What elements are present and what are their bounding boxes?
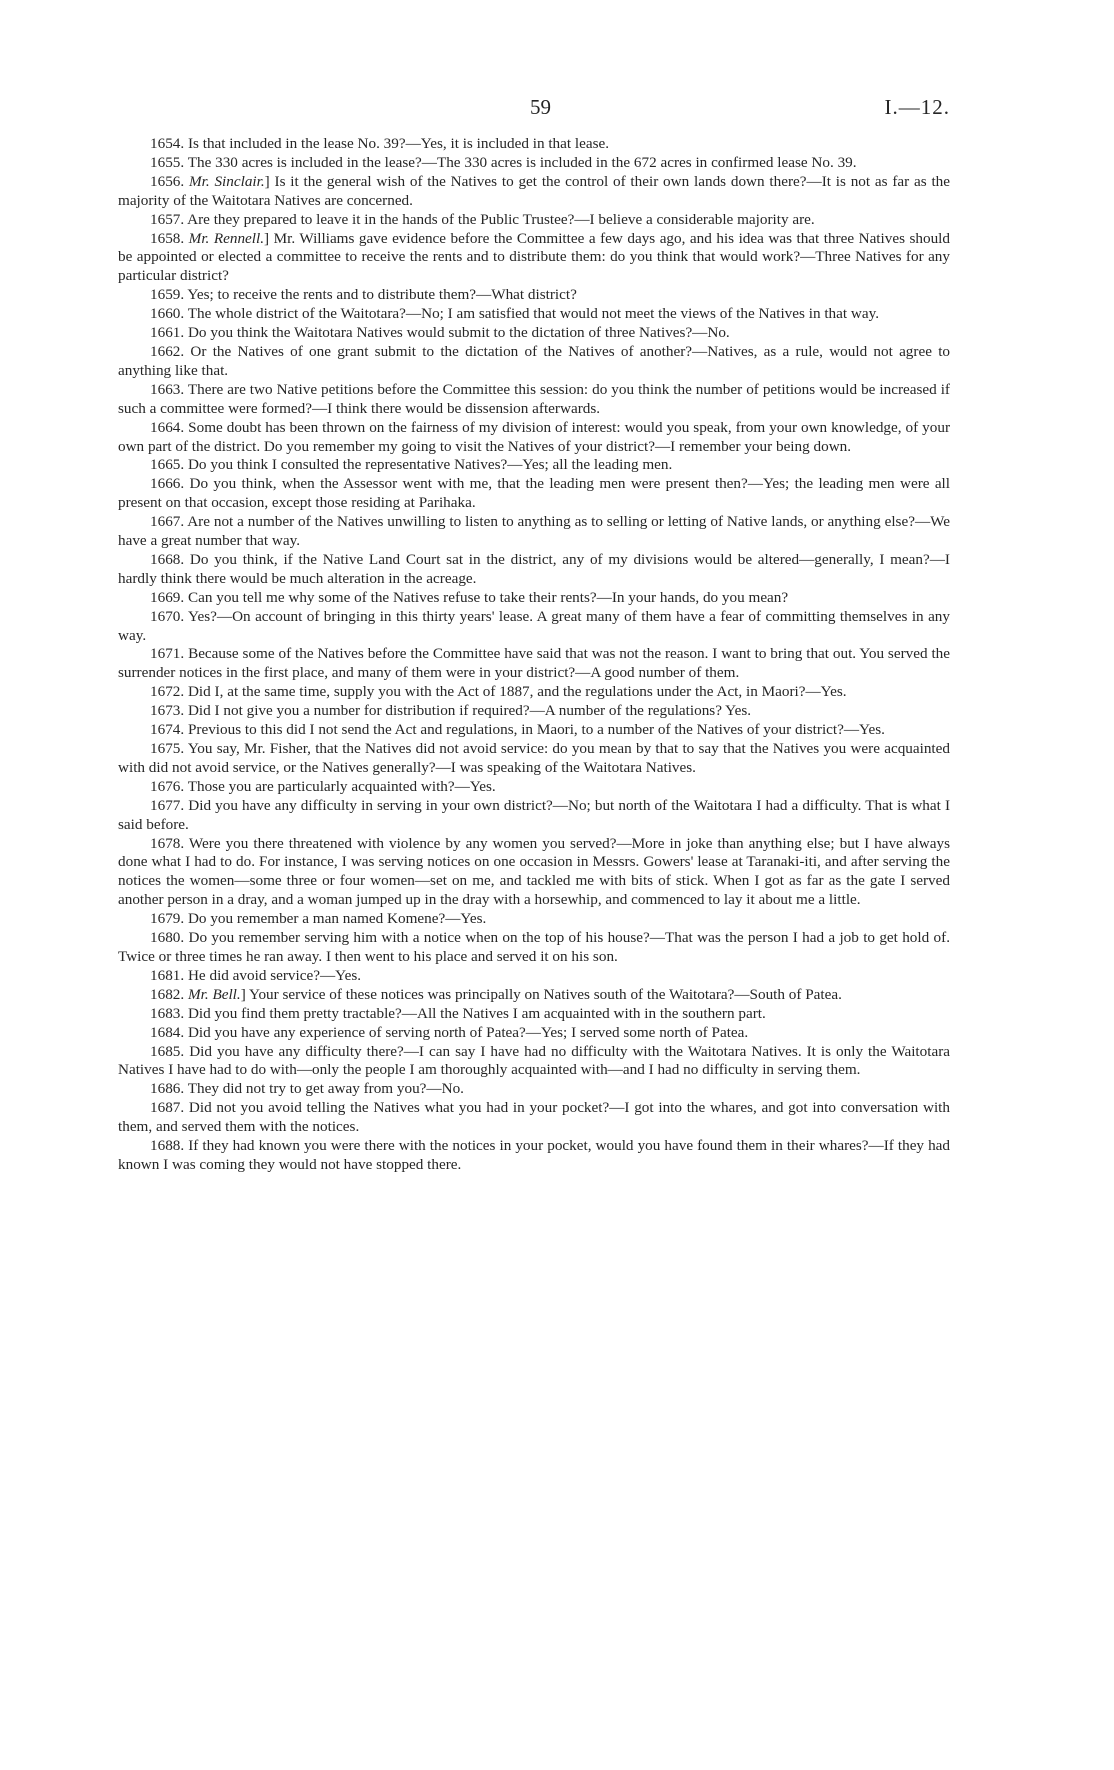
question-number: 1680. — [150, 929, 185, 947]
question-answer-text: Do you think, when the Assessor went with me, that the leading men were present then?—Yes; the leading men were all present on that occasion, except those residing at Parihaka. — [118, 475, 950, 512]
testimony-paragraph — [118, 305, 950, 324]
question-number: 1660. — [150, 305, 185, 323]
testimony-paragraph — [118, 475, 950, 513]
question-number: 1683. — [150, 1004, 185, 1022]
question-number: 1687. — [150, 1099, 185, 1117]
page-header — [118, 95, 950, 135]
question-answer-text: Were you there threatened with violence by any women you served?—More in joke than anything else; but I have always done what I had to do. For instance, I was serving notices on one occasion in Messrs. Gowers' lease at Taranaki-iti, and after serving the notices the women—some three or four women—set on me, and tackled me with bits of stick. When I got as far as the gate I served another person in a dray, and a woman jumped up in the dray with a horsewhip, and commenced to lay it about me a little. — [118, 834, 950, 909]
page-number: 59 — [530, 95, 551, 119]
question-answer-text: If they had known you were there with the notices in your pocket, would you have found them in their whares?—If they had known I was coming they would not have stopped there. — [118, 1137, 951, 1173]
testimony-paragraph — [118, 1099, 950, 1137]
question-answer-text: They did not try to get away from you?—No. — [187, 1080, 464, 1098]
question-number: 1672. — [150, 683, 185, 701]
question-answer-text: Do you think I consulted the representative Natives?—Yes; all the leading men. — [187, 456, 673, 474]
document-body — [118, 135, 950, 1175]
question-answer-text: Did I, at the same time, supply you with the Act of 1887, and the regulations under the Act, in Maori?—Yes. — [187, 683, 847, 701]
question-number: 1676. — [150, 777, 185, 795]
testimony-paragraph — [118, 608, 950, 646]
question-number: 1662. — [150, 342, 185, 360]
testimony-paragraph — [118, 154, 950, 173]
question-number: 1686. — [150, 1080, 185, 1098]
question-number: 1669. — [150, 588, 185, 606]
question-answer-text: Did you have any difficulty there?—I can say I have had no difficulty with the Waitotara Natives. It is only the Waitotara Natives I have had to do with—only the people I am thoroughly acquainted with—and I had no difficulty in serving them. — [118, 1042, 950, 1079]
question-number: 1656. — [150, 172, 185, 190]
testimony-paragraph — [118, 645, 950, 683]
question-answer-text: The whole district of the Waitotara?—No; I am satisfied that would not meet the views of the Natives in that way. — [187, 305, 880, 323]
speaker-name: Mr. Sinclair. — [188, 172, 265, 190]
question-number: 1678. — [150, 834, 185, 852]
question-answer-text: Your service of these notices was principally on Natives south of the Waitotara?—South of Patea. — [249, 985, 842, 1003]
testimony-paragraph — [118, 1005, 950, 1024]
question-number: 1654. — [150, 135, 185, 152]
question-number: 1684. — [150, 1023, 185, 1041]
question-answer-text: He did avoid service?—Yes. — [187, 966, 362, 984]
testimony-paragraph — [118, 835, 950, 911]
question-answer-text: Is it the general wish of the Natives to get the control of their own lands down there?—It is not as far as the majority of the Waitotara Natives are concerned. — [118, 172, 951, 209]
testimony-paragraph — [118, 230, 950, 287]
speaker-bracket: ] — [264, 229, 274, 247]
question-number: 1665. — [150, 456, 185, 474]
speaker-bracket: ] — [240, 985, 249, 1003]
question-number: 1668. — [150, 550, 185, 568]
question-number: 1685. — [150, 1042, 185, 1060]
question-answer-text: Can you tell me why some of the Natives refuse to take their rents?—In your hands, do you mean? — [187, 588, 789, 606]
question-answer-text: Are they prepared to leave it in the hands of the Public Trustee?—I believe a considerable majority are. — [187, 210, 815, 228]
question-answer-text: There are two Native petitions before the Committee this session: do you think the number of petitions would be increased if such a committee were formed?—I think there would be dissension afterwards. — [118, 380, 950, 417]
speaker-bracket: ] — [264, 172, 275, 190]
question-answer-text: You say, Mr. Fisher, that the Natives did not avoid service: do you mean by that to say that the Natives you were acquainted with did not avoid service, or the Natives generally?—I was speaking of the Waitotara Natives. — [118, 740, 950, 776]
testimony-paragraph — [118, 910, 950, 929]
testimony-paragraph — [118, 211, 950, 230]
document-page — [118, 95, 950, 1175]
testimony-paragraph — [118, 551, 950, 589]
question-number: 1670. — [150, 607, 185, 625]
testimony-paragraph — [118, 513, 950, 551]
question-number: 1667. — [150, 513, 185, 531]
testimony-paragraph — [118, 324, 950, 343]
question-number: 1657. — [150, 210, 185, 228]
question-answer-text: Did you have any experience of serving north of Patea?—Yes; I served some north of Patea. — [187, 1023, 749, 1041]
testimony-paragraph — [118, 135, 950, 154]
speaker-name: Mr. Rennell. — [188, 229, 265, 247]
question-number: 1661. — [150, 324, 185, 342]
question-number: 1659. — [150, 286, 185, 304]
testimony-paragraph — [118, 286, 950, 305]
question-answer-text: The 330 acres is included in the lease?—The 330 acres is included in the 672 acres in confirmed lease No. 39. — [187, 153, 857, 171]
testimony-paragraph — [118, 1024, 950, 1043]
question-number: 1663. — [150, 380, 185, 398]
question-number: 1681. — [150, 966, 185, 984]
question-answer-text: Yes?—On account of bringing in this thirty years' lease. A great many of them have a fear of committing themselves in any way. — [118, 607, 950, 644]
testimony-paragraph — [118, 1043, 950, 1081]
testimony-paragraph — [118, 778, 950, 797]
question-answer-text: Is that included in the lease No. 39?—Yes, it is included in that lease. — [187, 135, 610, 152]
testimony-paragraph — [118, 740, 950, 778]
question-answer-text: Yes; to receive the rents and to distribute them?—What district? — [187, 286, 577, 304]
question-number: 1674. — [150, 721, 185, 739]
question-number: 1679. — [150, 910, 185, 928]
question-answer-text: Mr. Williams gave evidence before the Committee a few days ago, and his idea was that three Natives should be appointed or elected a committee to receive the rents and to distribute them: do you think that would work?—Three Natives for any particular district? — [118, 229, 950, 285]
question-answer-text: Some doubt has been thrown on the fairness of my division of interest: would you speak, from your own knowledge, of your own part of the district. Do you remember my going to visit the Natives of your district?—I remember your being down. — [118, 418, 950, 455]
question-answer-text: Do you remember a man named Komene?—Yes. — [187, 910, 487, 928]
testimony-paragraph — [118, 702, 950, 721]
question-number: 1655. — [150, 153, 185, 171]
question-number: 1688. — [150, 1137, 185, 1155]
question-number: 1675. — [150, 740, 185, 757]
testimony-paragraph — [118, 721, 950, 740]
testimony-paragraph — [118, 589, 950, 608]
question-answer-text: Do you think, if the Native Land Court sat in the district, any of my divisions would be altered—generally, I mean?—I hardly think there would be much alteration in the acreage. — [118, 550, 950, 587]
question-number: 1677. — [150, 796, 185, 814]
question-answer-text: Did not you avoid telling the Natives what you had in your pocket?—I got into the whares, and got into conversation with them, and served them with the notices. — [118, 1099, 950, 1136]
testimony-paragraph — [118, 343, 950, 381]
testimony-paragraph — [118, 986, 950, 1005]
testimony-paragraph — [118, 419, 950, 457]
testimony-paragraph — [118, 456, 950, 475]
question-answer-text: Did I not give you a number for distribution if required?—A number of the regulations? Yes. — [187, 702, 752, 720]
question-answer-text: Do you remember serving him with a notice when on the top of his house?—That was the person I had a job to get hold of. Twice or three times he ran away. I then went to his place and served it on his son. — [118, 929, 950, 965]
question-number: 1673. — [150, 702, 185, 720]
question-number: 1682. — [150, 985, 185, 1003]
testimony-paragraph — [118, 381, 950, 419]
testimony-paragraph — [118, 683, 950, 702]
testimony-paragraph — [118, 1137, 950, 1175]
question-answer-text: Did you have any difficulty in serving in your own district?—No; but north of the Waitotara I had a difficulty. That is what I said before. — [118, 796, 951, 833]
question-answer-text: Because some of the Natives before the Committee have said that was not the reason. I want to bring that out. You served the surrender notices in the first place, and many of them were in your district?—A good number of them. — [118, 645, 951, 682]
question-answer-text: Did you find them pretty tractable?—All the Natives I am acquainted with in the southern part. — [187, 1004, 766, 1022]
question-answer-text: Do you think the Waitotara Natives would submit to the dictation of three Natives?—No. — [187, 324, 730, 342]
testimony-paragraph — [118, 797, 950, 835]
question-answer-text: Previous to this did I not send the Act and regulations, in Maori, to a number of the Natives of your district?—Yes. — [187, 721, 885, 739]
question-number: 1666. — [150, 475, 185, 493]
question-number: 1664. — [150, 418, 185, 436]
question-answer-text: Or the Natives of one grant submit to the dictation of the Natives of another?—Natives, as a rule, would not agree to anything like that. — [118, 342, 951, 379]
document-reference: I.—12. — [884, 95, 950, 119]
testimony-paragraph — [118, 1080, 950, 1099]
testimony-paragraph — [118, 173, 950, 211]
question-answer-text: Those you are particularly acquainted with?—Yes. — [187, 777, 496, 795]
question-number: 1658. — [150, 229, 185, 247]
testimony-paragraph — [118, 967, 950, 986]
speaker-name: Mr. Bell. — [187, 985, 241, 1003]
question-number: 1671. — [150, 645, 185, 663]
question-answer-text: Are not a number of the Natives unwilling to listen to anything as to selling or letting of Native lands, or anything else?—We have a great number that way. — [118, 513, 950, 550]
testimony-paragraph — [118, 929, 950, 967]
